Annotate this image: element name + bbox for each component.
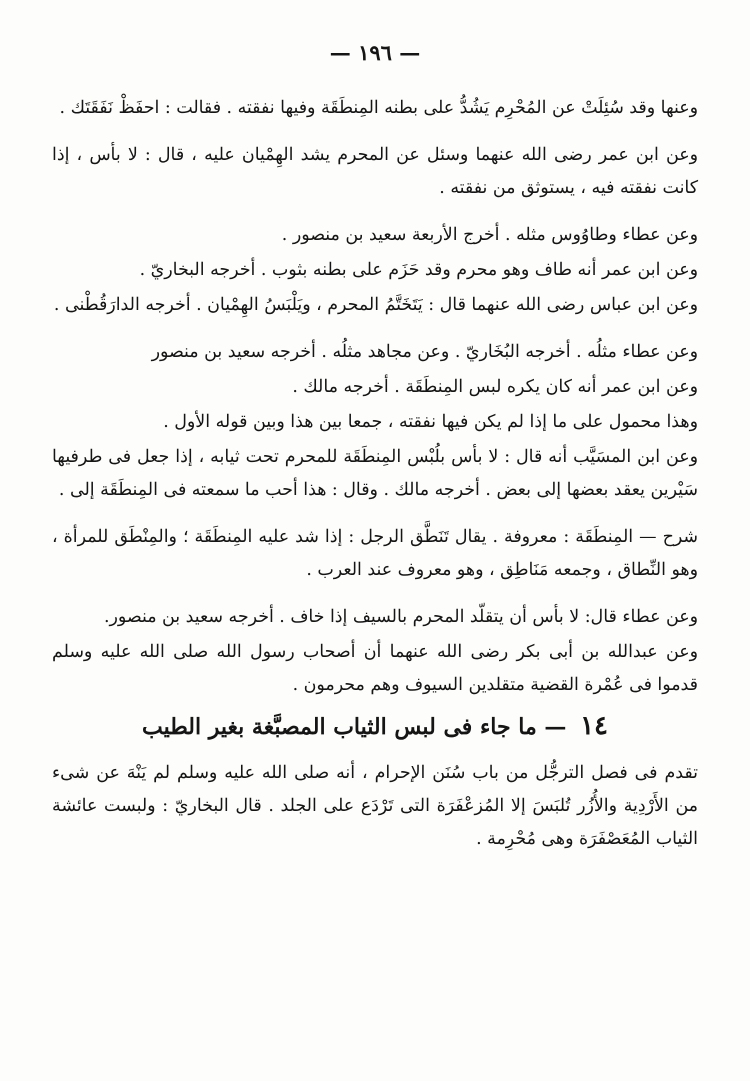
closing-paragraph: تقدم فى فصل الترجُّل من باب سُنَن الإحرام ، أنه صلى الله عليه وسلم لم يَنْهَ عن شىء من الأَرْدِية والأُزُر تُلبَسَ إلا المُزعْفَرَة التى تَرْدَع على الجلد . قال البخاريّ : ولبست عائشة الثياب المُعَصْفَرَة وهى مُحْرِمة . <box>52 763 698 849</box>
paragraph-2: وعن ابن عمر رضى الله عنهما وسئل عن المحرم يشد الهِمْيان عليه ، قال : لا بأس ، إذا كانت نفقته فيه ، يستوثق من نفقته . <box>52 145 698 198</box>
paragraph-9: وعن ابن المسَيَّب أنه قال : لا بأس بلُبْس المِنطَقَة للمحرم تحت ثيابه ، إذا جعل فى طرفيها سَيْرين يعقد بعضها إلى بعض . أخرجه مالك . وقال : هذا أحب ما سمعته فى المِنطَقَة إلى . <box>52 447 698 500</box>
paragraph-10: شرح — المِنطَقَة : معروفة . يقال تَنَطَّق الرجل : إذا شد عليه المِنطَقَة ؛ والمِنْطَق للمرأة ، وهو النِّطاق ، وجمعه مَنَاطِق ، وهو معروف عند العرب . <box>52 527 698 580</box>
paragraph-8: وهذا محمول على ما إذا لم يكن فيها نفقته ، جمعا بين هذا وبين قوله الأول . <box>163 412 698 432</box>
paragraph-11: وعن عطاء قال: لا بأس أن يتقلّد المحرم بالسيف إذا خاف . أخرجه سعيد بن منصور. <box>103 607 698 627</box>
paragraph-4: وعن ابن عمر أنه طاف وهو محرم وقد حَزَم على بطنه بثوب . أخرجه البخاريّ . <box>139 260 698 280</box>
paragraph-1: وعنها وقد سُئِلَتْ عن المُحْرِم يَشُدُّ على بطنه المِنطَقَة وفيها نفقته . فقالت : احفَظْ نَفَقَتَك . <box>59 98 698 118</box>
chapter-number: ١٤ <box>580 711 609 741</box>
page-number: — ١٩٦ — <box>329 40 421 65</box>
chapter-title: — ما جاء فى لبس الثياب المصبَّغة بغير الطيب <box>141 714 567 740</box>
paragraph-12: وعن عبدالله بن أبى بكر رضى الله عنهما أن أصحاب رسول الله صلى الله عليه وسلم قدموا فى عُمْرة القضية متقلدين السيوف وهم محرمون . <box>52 642 698 695</box>
paragraph-5: وعن ابن عباس رضى الله عنهما قال : يَتَخَتَّمُ المحرم ، ويَلْبَسُ الهِمْيان . أخرجه الدارَقُطْنى . <box>53 295 698 315</box>
paragraph-3: وعن عطاء وطاوُوس مثله . أخرج الأربعة سعيد بن منصور . <box>281 225 698 245</box>
paragraph-6: وعن عطاء مثلُه . أخرجه البُخَاريّ . وعن مجاهد مثلُه . أخرجه سعيد بن منصور <box>151 342 698 362</box>
main-text <box>52 92 698 870</box>
paragraph-7: وعن ابن عمر أنه كان يكره لبس المِنطَقَة . أخرجه مالك . <box>292 377 698 397</box>
chapter-heading <box>52 706 698 747</box>
